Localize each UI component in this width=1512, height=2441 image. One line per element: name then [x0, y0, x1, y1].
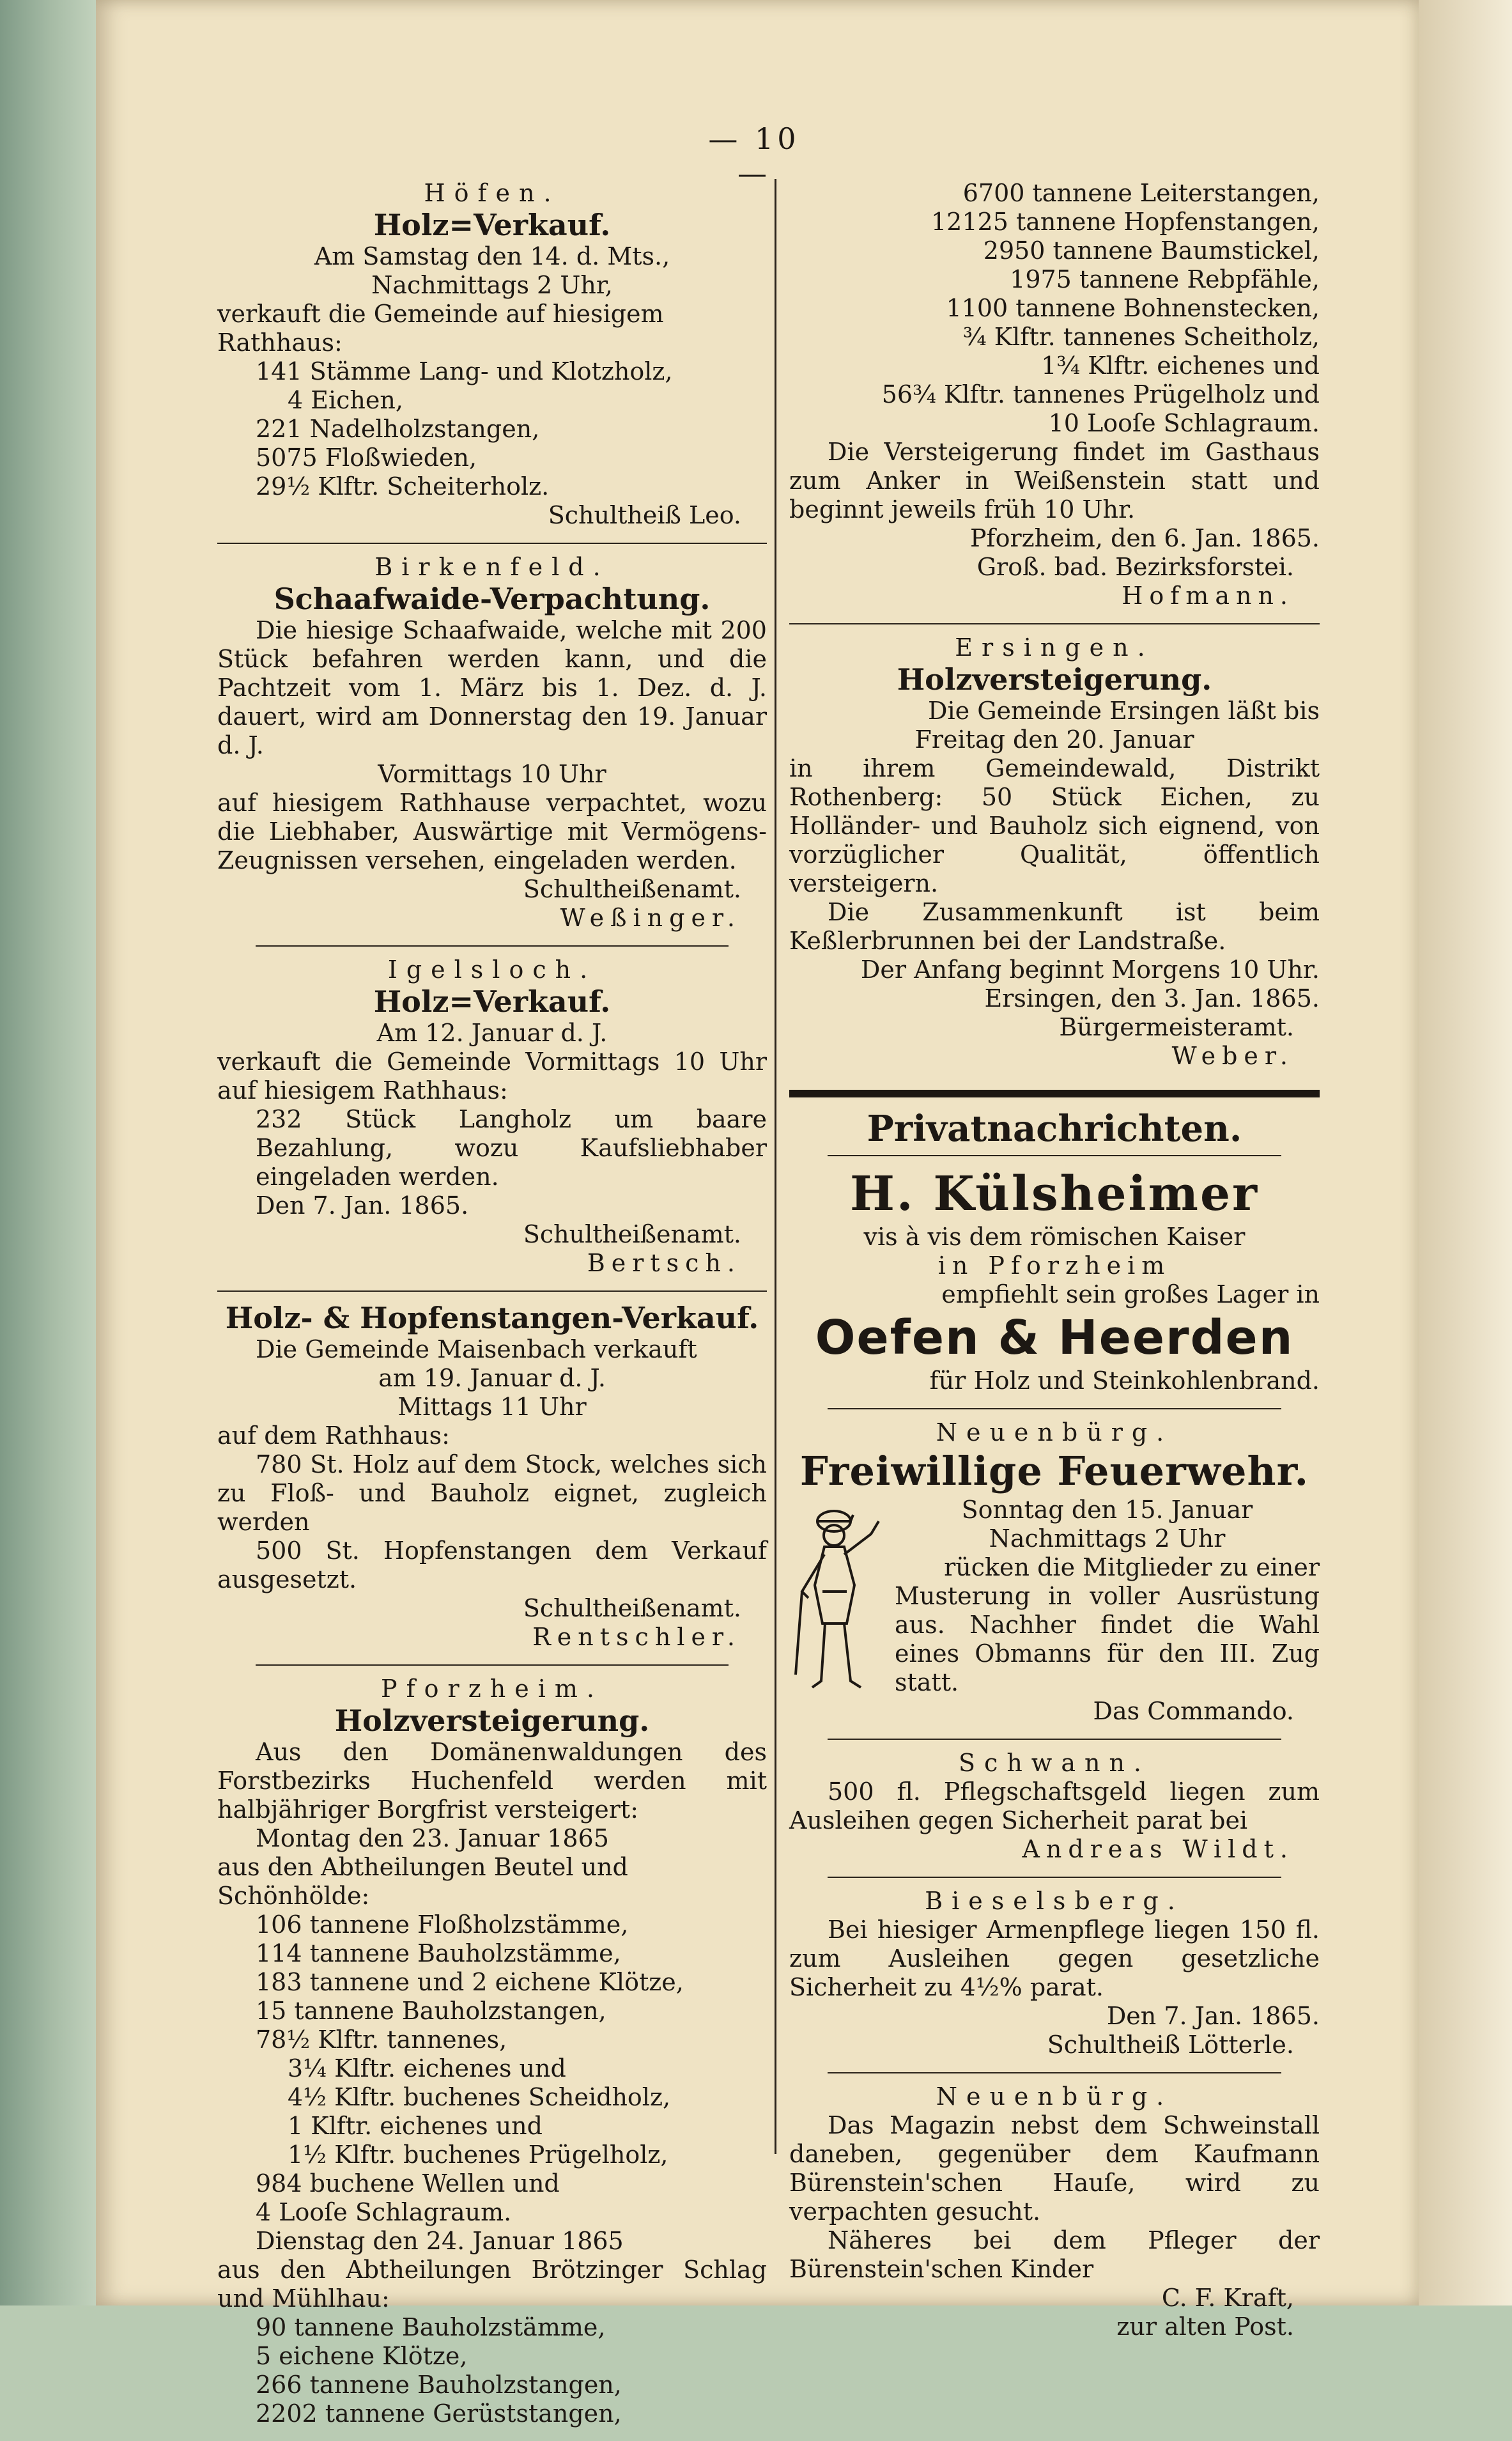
- ad-location: aus den Abtheilungen Beutel und Schönhölde:: [217, 1853, 628, 1910]
- signature: Weßinger.: [560, 904, 741, 932]
- divider: [256, 1664, 729, 1666]
- ad-line: rücken die Mitglieder zu einer: [944, 1553, 1320, 1581]
- signature: Andreas Wildt.: [1022, 1835, 1294, 1863]
- list-item: 1975 tannene Rebpfähle,: [1010, 265, 1320, 293]
- list-item: 12125 tannene Hopfenstangen,: [931, 208, 1320, 236]
- ad-text: Musterung in voller Ausrüstung aus. Nachher findet die Wahl eines Obmanns für den III. Zug statt.: [895, 1582, 1320, 1696]
- signature: Hofmann.: [1122, 582, 1294, 610]
- office: Bürgermeisteramt.: [1059, 1013, 1294, 1041]
- signature: Rentschler.: [532, 1623, 741, 1651]
- address: zur alten Post.: [1116, 2313, 1294, 2341]
- ad-text: Die hiesige Schaafwaide, welche mit 200 Stück befahren werden kann, und die Pachtzeit vom 1. März bis 1. Dez. d. J. dauert, wird am Donnerstag den 19. Januar d. J.: [217, 616, 767, 759]
- ad-text: Das Magazin nebst dem Schweinstall daneben, gegenüber dem Kaufmann Bürenstein'schen Hauſe, wird zu verpachten gesucht.: [789, 2111, 1320, 2226]
- signature: Schultheiß Leo.: [548, 501, 741, 529]
- list-item: 3¼ Klftr. eichenes und: [288, 2054, 566, 2082]
- place-name: Ersingen.: [955, 633, 1154, 662]
- ad-date: Dienstag den 24. Januar 1865: [256, 2227, 624, 2255]
- ad-line: Die Gemeinde Maisenbach verkauft: [256, 1335, 697, 1363]
- ad-schwann: [789, 1749, 1320, 1864]
- ad-line: Nachmittags 2 Uhr,: [371, 271, 613, 299]
- list-item: 106 tannene Floßholzstämme,: [256, 1910, 629, 1939]
- ad-text: Der Anfang beginnt Morgens 10 Uhr.: [860, 956, 1320, 984]
- ad-maisenbach: [217, 1301, 767, 1652]
- ad-line: Am Samstag den 14. d. Mts.,: [314, 242, 670, 270]
- signature: Schultheiß Lötterle.: [1047, 2031, 1294, 2059]
- ad-title: Schaafwaide-Verpachtung.: [274, 582, 711, 616]
- place-name: Igelsloch.: [387, 956, 597, 984]
- ad-date: Am 12. Januar d. J.: [376, 1019, 608, 1047]
- list-item: 232 Stück Langholz um baare Bezahlung, wozu Kaufsliebhaber eingeladen werden.: [256, 1105, 767, 1191]
- ad-text: in ihrem Gemeindewald, Distrikt Rothenberg: 50 Stück Eichen, zu Holländer- und Bauholz sich eignend, von vorzüglicher Qualität, öffentlich versteigern.: [789, 754, 1320, 897]
- divider: [828, 1739, 1281, 1740]
- section-heading: Privatnachrichten.: [867, 1108, 1242, 1150]
- ad-ersingen: [789, 633, 1320, 1071]
- place-name: Bieselsberg.: [925, 1887, 1184, 1915]
- place-name: Schwann.: [959, 1749, 1150, 1777]
- signature: Bertsch.: [587, 1249, 741, 1277]
- ad-text: Näheres bei dem Pfleger der Bürenstein'schen Kinder: [789, 2226, 1320, 2283]
- place-name: Pforzheim.: [381, 1675, 603, 1703]
- list-item: 1100 tannene Bohnenstecken,: [946, 294, 1320, 322]
- list-item: 6700 tannene Leiterstangen,: [962, 179, 1320, 207]
- office: Schultheißenamt.: [523, 1594, 741, 1622]
- place-name: Neuenbürg.: [936, 2082, 1173, 2111]
- ad-display-line: Oefen & Heerden: [815, 1310, 1294, 1365]
- ad-line: verkauft die Gemeinde auf hiesigem Rathhaus:: [217, 300, 664, 357]
- divider: [256, 945, 729, 947]
- list-item: 114 tannene Bauholzstämme,: [256, 1939, 621, 1967]
- divider: [217, 1290, 767, 1292]
- list-item: 4½ Klftr. buchenes Scheidholz,: [288, 2083, 671, 2111]
- book-spine: [0, 0, 96, 2305]
- list-item: 2202 tannene Gerüststangen,: [256, 2399, 622, 2428]
- divider: [828, 1155, 1281, 1156]
- divider: [828, 2072, 1281, 2073]
- ad-title: Freiwillige Feuerwehr.: [799, 1448, 1309, 1494]
- ad-line: Mittags 11 Uhr: [397, 1393, 587, 1421]
- ad-line: vis à vis dem römischen Kaiser: [863, 1223, 1246, 1251]
- ad-neuenbuerg-magazin: [789, 2082, 1320, 2341]
- ad-igelsloch: [217, 956, 767, 1278]
- ad-title: Holz- & Hopfenstangen-Verkauf.: [225, 1301, 759, 1335]
- ad-pforzheim-continued: [789, 179, 1320, 610]
- page-number: — 10 —: [708, 121, 800, 190]
- ad-title: Holz=Verkauf.: [373, 984, 611, 1019]
- ad-kuelsheimer: [789, 1106, 1320, 1395]
- ad-title: Holz=Verkauf.: [373, 208, 611, 242]
- ad-dated: Ersingen, den 3. Jan. 1865.: [984, 984, 1320, 1012]
- ad-text: Die Zusammenkunft ist beim Keßlerbrunnen bei der Landstraße.: [789, 898, 1320, 955]
- ad-location: aus den Abtheilungen Brötzinger Schlag und Mühlhau:: [217, 2256, 767, 2313]
- office: Schultheißenamt.: [523, 1220, 741, 1248]
- list-item: 141 Stämme Lang- und Klotzholz,: [256, 357, 673, 385]
- place-name: Höfen.: [424, 179, 560, 207]
- ad-title: Holzversteigerung.: [897, 662, 1212, 697]
- place-name: Birkenfeld.: [374, 553, 610, 581]
- list-item: 500 St. Hopfenstangen dem Verkauf ausgesetzt.: [217, 1537, 767, 1593]
- ad-dated: Den 7. Jan. 1865.: [256, 1191, 469, 1220]
- list-item: 29½ Klftr. Scheiterholz.: [256, 472, 550, 500]
- signature: Das Commando.: [1093, 1697, 1294, 1725]
- ad-pforzheim: [217, 1675, 767, 2428]
- office: Groß. bad. Bezirksforstei.: [976, 553, 1294, 581]
- ad-time: Vormittags 10 Uhr: [378, 760, 606, 788]
- ad-feuerwehr: [789, 1418, 1320, 1726]
- ad-line: Sonntag den 15. Januar: [961, 1496, 1253, 1524]
- ad-line: empfiehlt sein großes Lager in: [941, 1280, 1320, 1308]
- divider: [828, 1877, 1281, 1878]
- ad-birkenfeld: [217, 553, 767, 933]
- divider: [789, 623, 1320, 624]
- divider: [828, 1408, 1281, 1409]
- place-name: Neuenbürg.: [936, 1418, 1173, 1446]
- ad-text: auf hiesigem Rathhause verpachtet, wozu die Liebhaber, Auswärtige mit Vermögens-Zeugnissen versehen, eingeladen werden.: [217, 789, 767, 874]
- list-item: ¾ Klftr. tannenes Scheitholz,: [962, 323, 1320, 351]
- list-item: 5 eichene Klötze,: [256, 2342, 468, 2370]
- list-item: 1 Klftr. eichenes und: [288, 2112, 543, 2140]
- feuerwehr-body: [789, 1496, 1320, 1726]
- ad-dated: Pforzheim, den 6. Jan. 1865.: [969, 524, 1320, 552]
- signature: C. F. Kraft,: [1161, 2284, 1294, 2312]
- ad-date: Montag den 23. Januar 1865: [256, 1824, 609, 1852]
- ad-line: für Holz und Steinkohlenbrand.: [929, 1367, 1320, 1395]
- left-column: [217, 179, 767, 2441]
- list-item: 15 tannene Bauholzstangen,: [256, 1997, 606, 2025]
- ad-line: auf dem Rathhaus:: [217, 1422, 450, 1450]
- list-item: 56¾ Klftr. tannenes Prügelholz und: [881, 380, 1320, 408]
- list-item: 90 tannene Bauholzstämme,: [256, 2313, 606, 2341]
- ad-text: Bei hiesiger Armenpflege liegen 150 fl. zum Ausleihen gegen gesetzliche Sicherheit zu 4½% parat.: [789, 1916, 1320, 2001]
- list-item: 266 tannene Bauholzstangen,: [256, 2371, 622, 2399]
- feuerwehr-text: [895, 1496, 1320, 1726]
- column-divider: [775, 179, 776, 2154]
- ad-line: Nachmittags 2 Uhr: [989, 1524, 1226, 1553]
- ad-dated: Den 7. Jan. 1865.: [1106, 2002, 1320, 2030]
- list-item: 183 tannene und 2 eichene Klötze,: [256, 1968, 684, 1996]
- ad-line: Die Gemeinde Ersingen läßt bis: [928, 697, 1320, 725]
- ad-text: Aus den Domänenwaldungen des Forstbezirks Huchenfeld werden mit halbjähriger Borgfrist versteigert:: [217, 1738, 767, 1824]
- ad-text: 500 fl. Pflegschaftsgeld liegen zum Ausleihen gegen Sicherheit parat bei: [789, 1778, 1320, 1834]
- fireman-illustration: [789, 1496, 885, 1694]
- list-item: 2950 tannene Baumstickel,: [983, 236, 1320, 265]
- ad-title: Holzversteigerung.: [334, 1703, 650, 1738]
- list-item: 5075 Floßwieden,: [256, 444, 477, 472]
- list-item: 4 Looſe Schlagraum.: [256, 2198, 512, 2226]
- signature: Weber.: [1171, 1042, 1294, 1070]
- list-item: 221 Nadelholzstangen,: [256, 415, 540, 443]
- ad-line: Freitag den 20. Januar: [914, 725, 1194, 754]
- right-column: [789, 179, 1345, 2354]
- merchant-name: H. Külsheimer: [849, 1166, 1260, 1221]
- office: Schultheißenamt.: [523, 875, 741, 903]
- ad-text: Die Versteigerung findet im Gasthaus zum Anker in Weißenstein statt und beginnt jeweils früh 10 Uhr.: [789, 438, 1320, 523]
- list-item: 1¾ Klftr. eichenes und: [1041, 352, 1320, 380]
- next-page-edge: [1419, 0, 1512, 2305]
- list-item: 1½ Klftr. buchenes Prügelholz,: [288, 2141, 668, 2169]
- list-item: 78½ Klftr. tannenes,: [256, 2026, 507, 2054]
- ad-line: in Pforzheim: [937, 1251, 1171, 1280]
- ad-bieselsberg: [789, 1887, 1320, 2059]
- list-item: 4 Eichen,: [288, 386, 403, 414]
- ad-hoefen: [217, 179, 767, 530]
- section-divider: [789, 1090, 1320, 1097]
- list-item: 780 St. Holz auf dem Stock, welches sich zu Floß- und Bauholz eignet, zugleich werden: [217, 1450, 767, 1536]
- divider: [217, 543, 767, 544]
- ad-text: verkauft die Gemeinde Vormittags 10 Uhr auf hiesigem Rathhaus:: [217, 1048, 767, 1104]
- ad-line: am 19. Januar d. J.: [378, 1364, 606, 1392]
- list-item: 984 buchene Wellen und: [256, 2169, 560, 2197]
- list-item: 10 Looſe Schlagraum.: [1048, 409, 1320, 437]
